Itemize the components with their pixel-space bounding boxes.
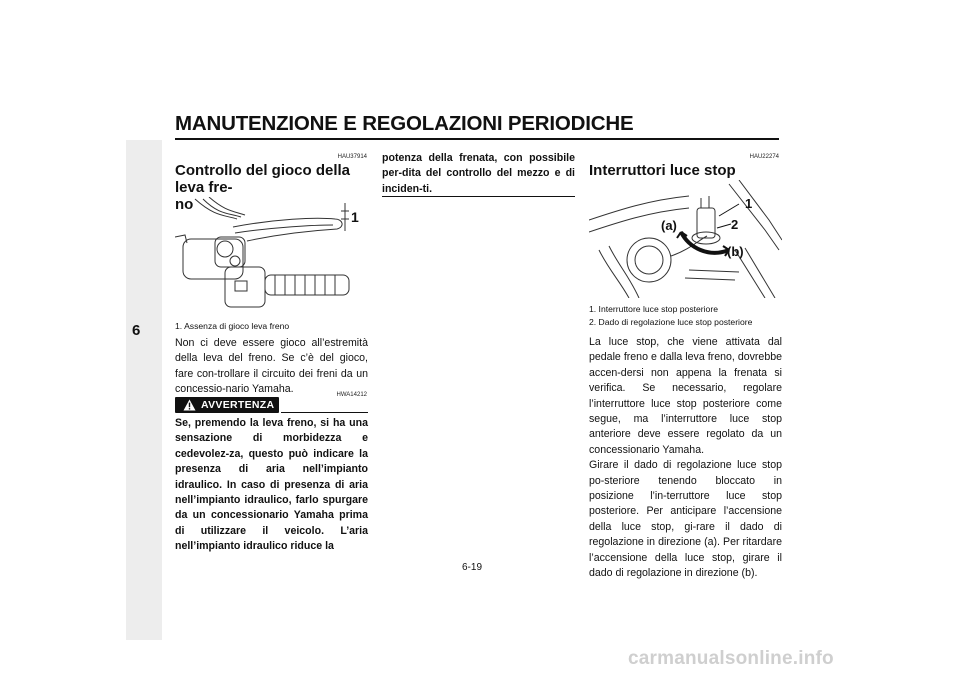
section-heading: Controllo del gioco della leva fre- no	[175, 162, 351, 213]
warning-text-continued: potenza della frenata, con possibile per-dita del controllo del mezzo e di inciden-ti.	[382, 152, 575, 195]
warning-text: Se, premendo la leva freno, si ha una sensazione di morbidezza e cedevolez-za, questo può indicare la presenza di aria nell’impianto idraulico. In caso di presenza di aria nell’impianto idraulico, farlo spurgare da un concessionario Yamaha prima di utilizzare il veicolo. L’aria nell’impianto idraulico riduce la	[175, 417, 368, 553]
header-rule	[175, 138, 779, 140]
watermark: carmanualsonline.info	[628, 648, 834, 669]
section-code: HAU37914	[337, 154, 367, 160]
warning-rule	[281, 412, 368, 413]
chapter-tab	[126, 140, 162, 640]
figure-label-b: (b)	[727, 244, 744, 259]
warning-triangle-icon	[183, 399, 196, 411]
warning-label: AVVERTENZA	[201, 399, 275, 411]
figure-label-2: 2	[731, 217, 739, 232]
section-code: HAU22274	[749, 154, 779, 160]
figure-caption-2: 2. Dado di regolazione luce stop posteriore	[589, 317, 753, 327]
figure-label-1: 1	[351, 209, 359, 225]
body-text: Non ci deve essere gioco all’estremità della leva del freno. Se c’è del gioco, fare con-trollare il circuito dei freni da un concessio-nario Yamaha.	[175, 337, 368, 396]
section-heading: Interruttori luce stop	[589, 162, 736, 179]
page-header-title: MANUTENZIONE E REGOLAZIONI PERIODICHE	[175, 112, 634, 135]
warning-badge	[175, 397, 279, 413]
chapter-number: 6	[132, 322, 141, 339]
body-text: La luce stop, che viene attivata dal pedale freno e dalla leva freno, dovrebbe accen-dersi non appena la frenata si verifica. Se necessario, regolare l’interruttore luce stop posteriore come segue, ma l’interruttore luce stop anteriore deve essere regolato da un concessionario Yamaha. Girare il dado di regolazione luce stop po-steriore tenendo bloccato in posizione l’in-terruttore luce stop posteriore. Per anticipare l’accensione della luce stop, gi-rare il dado di regolazione in direzione (a). Per ritardare l’accensione della luce stop, girare il dado di regolazione in direzione (b).	[589, 336, 782, 580]
figure-label-1: 1	[745, 196, 753, 211]
page-number: 6-19	[462, 562, 483, 573]
warning-end-rule	[382, 196, 575, 197]
brake-lever-illustration	[175, 197, 367, 315]
figure-label-a: (a)	[661, 218, 677, 233]
figure-caption: 1. Assenza di gioco leva freno	[175, 321, 290, 331]
figure-caption-1: 1. Interruttore luce stop posteriore	[589, 304, 718, 314]
warning-code: HWA14212	[336, 392, 367, 398]
brake-light-switch-illustration	[589, 180, 782, 298]
